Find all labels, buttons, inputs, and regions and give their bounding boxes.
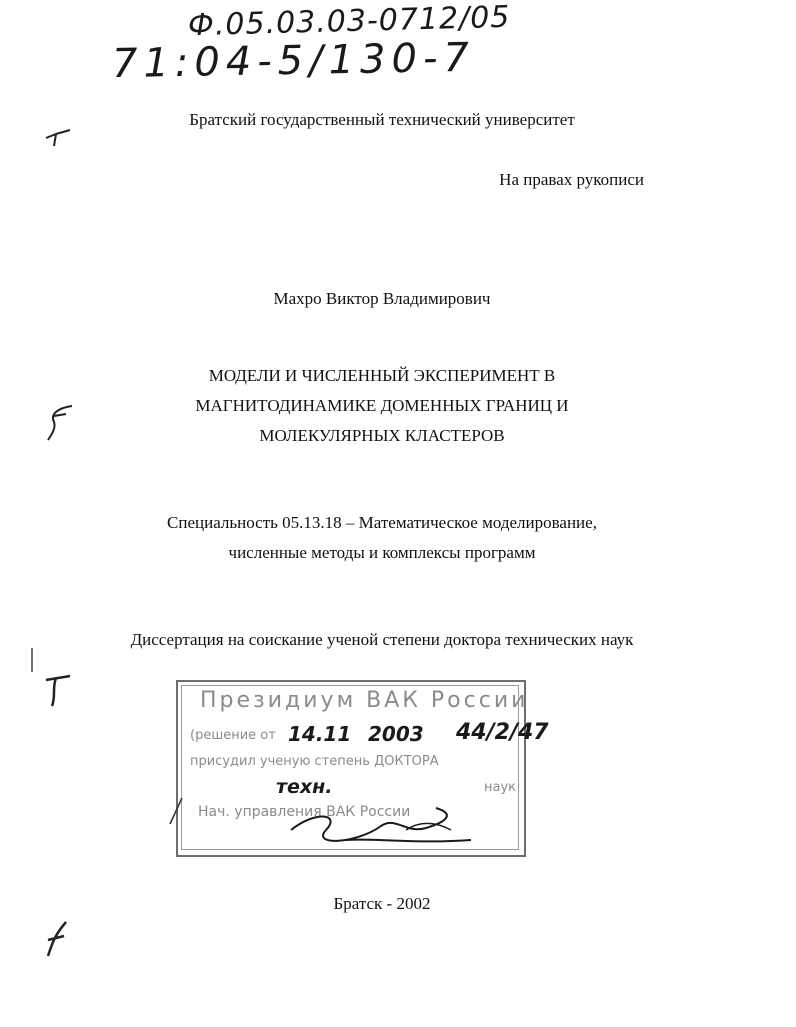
margin-mark-1-icon [44, 126, 74, 148]
margin-mark-3-icon [42, 668, 76, 708]
stamp-line1: Президиум ВАК России [200, 688, 529, 713]
margin-slash-icon [168, 796, 184, 826]
margin-line-icon [30, 648, 34, 672]
stamp-handwritten-field: техн. [276, 776, 333, 798]
title-line1: МОДЕЛИ И ЧИСЛЕННЫЙ ЭКСПЕРИМЕНТ В [208, 366, 556, 385]
vak-approval-stamp [176, 680, 549, 857]
margin-mark-4-icon [42, 916, 72, 960]
specialty-line2: численные методы и комплексы программ [228, 543, 536, 562]
handwritten-code-line1: Ф.05.03.03-0712/05 [187, 0, 511, 44]
stamp-line5: Нач. управления ВАК России [198, 804, 411, 820]
stamp-line3: присудил ученую степень ДОКТОРА [190, 754, 439, 769]
dissertation-degree: Диссертация на соискание ученой степени доктора технических наук [130, 630, 634, 649]
stamp-handwritten-number: 44/2/47 [456, 720, 549, 745]
stamp-line2: (решение от [190, 728, 276, 743]
title-line3: МОЛЕКУЛЯРНЫХ КЛАСТЕРОВ [259, 426, 505, 445]
city-year: Братск - 2002 [333, 894, 431, 913]
stamp-handwritten-date1: 14.11 [288, 722, 352, 746]
stamp-line4: наук [483, 780, 516, 795]
manuscript-rights-note: На правах рукописи [499, 170, 644, 189]
margin-mark-2-icon [42, 400, 76, 442]
stamp-handwritten-date2: 2003 [368, 722, 424, 746]
title-line2: МАГНИТОДИНАМИКЕ ДОМЕННЫХ ГРАНИЦ И [195, 396, 569, 415]
signature-icon [286, 800, 476, 856]
university-name: Братский государственный технический университет [189, 110, 575, 129]
handwritten-code-line2: 71:04-5/130-7 [111, 34, 476, 88]
author-name: Махро Виктор Владимирович [273, 289, 491, 308]
specialty-line1: Специальность 05.13.18 – Математическое моделирование, [167, 513, 597, 532]
